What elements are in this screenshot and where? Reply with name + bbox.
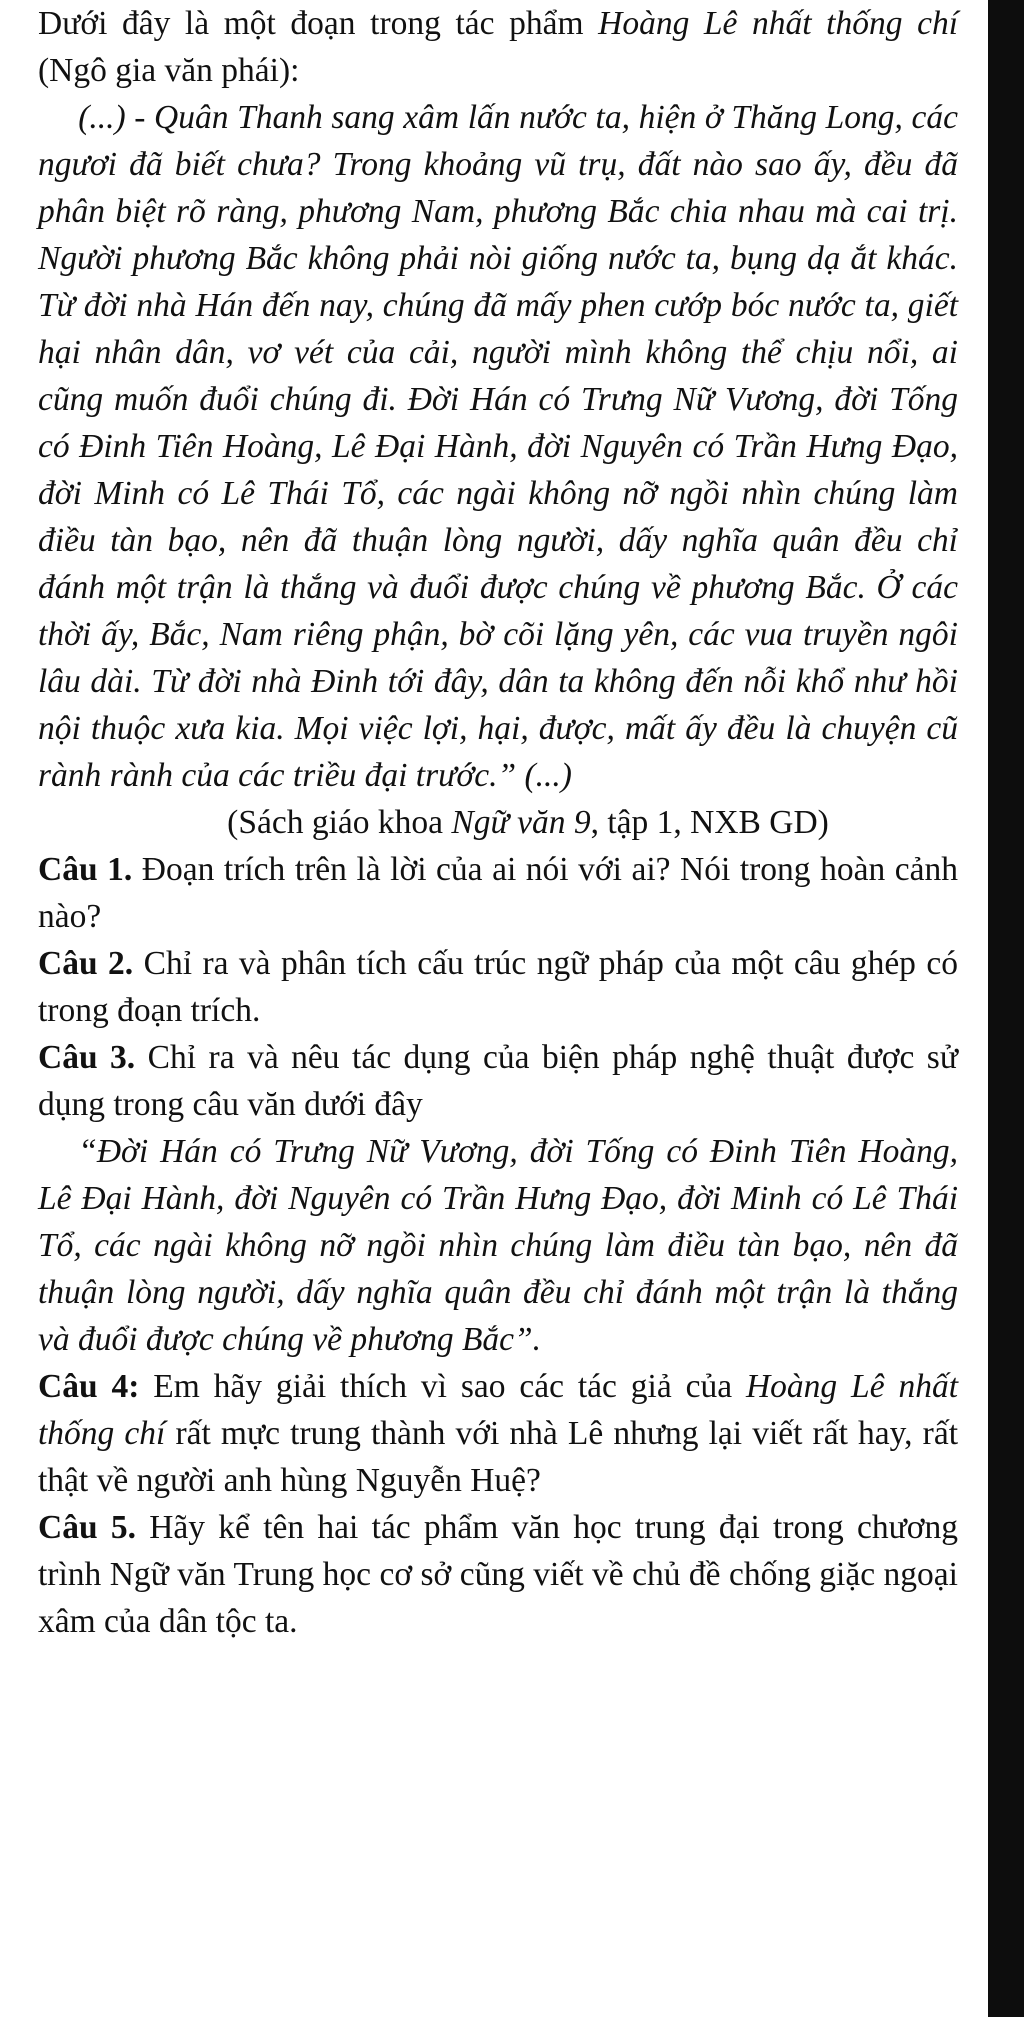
source-after: , tập 1, NXB GD) bbox=[590, 804, 829, 841]
question-4-label: Câu 4: bbox=[38, 1368, 140, 1405]
question-4 bbox=[38, 1363, 958, 1504]
right-edge-strip bbox=[988, 0, 1024, 2017]
question-1-text: Đoạn trích trên là lời của ai nói với ai? Nói trong hoàn cảnh nào? bbox=[38, 851, 958, 935]
question-3-text: Chỉ ra và nêu tác dụng của biện pháp nghệ thuật được sử dụng trong câu văn dưới đây bbox=[38, 1039, 958, 1123]
intro-text-before: Dưới đây là một đoạn trong tác phẩm bbox=[38, 5, 599, 42]
question-1 bbox=[38, 846, 958, 940]
excerpt-paragraph: (...) - Quân Thanh sang xâm lấn nước ta, hiện ở Thăng Long, các ngươi đã biết chưa? Trong khoảng vũ trụ, đất nào sao ấy, đều đã phân biệt rõ ràng, phương Nam, phương Bắc chia nhau mà cai trị. Người phương Bắc không phải nòi giống nước ta, bụng dạ ắt khác. Từ đời nhà Hán đến nay, chúng đã mấy phen cướp bóc nước ta, giết hại nhân dân, vơ vét của cải, người mình không thể chịu nổi, ai cũng muốn đuổi chúng đi. Đời Hán có Trưng Nữ Vương, đời Tống có Đinh Tiên Hoàng, Lê Đại Hành, đời Nguyên có Trần Hưng Đạo, đời Minh có Lê Thái Tổ, các ngài không nỡ ngồi nhìn chúng làm điều tàn bạo, nên đã thuận lòng người, dấy nghĩa quân đều chỉ đánh một trận là thắng và đuổi được chúng về phương Bắc. Ở các thời ấy, Bắc, Nam riêng phận, bờ cõi lặng yên, các vua truyền ngôi lâu dài. Từ đời nhà Đinh tới đây, dân ta không đến nỗi khổ như hồi nội thuộc xưa kia. Mọi việc lợi, hại, được, mất ấy đều là chuyện cũ rành rành của các triều đại trước.” (...) bbox=[38, 99, 958, 794]
question-2-label: Câu 2. bbox=[38, 945, 134, 982]
question-4-text-before: Em hãy giải thích vì sao các tác giả của bbox=[139, 1368, 746, 1405]
intro-text-after: (Ngô gia văn phái): bbox=[38, 52, 300, 89]
intro-paragraph bbox=[38, 0, 958, 94]
question-4-work-title: Hoàng Lê nhất thống chí bbox=[38, 1368, 959, 1452]
question-2-text: Chỉ ra và phân tích cấu trúc ngữ pháp của một câu ghép có trong đoạn trích. bbox=[38, 945, 958, 1029]
question-1-label: Câu 1. bbox=[38, 851, 133, 888]
question-2 bbox=[38, 940, 958, 1034]
question-5-text: Hãy kể tên hai tác phẩm văn học trung đại trong chương trình Ngữ văn Trung học cơ sở cũng viết về chủ đề chống giặc ngoại xâm của dân tộc ta. bbox=[38, 1509, 958, 1640]
source-citation bbox=[38, 799, 958, 846]
question-3 bbox=[38, 1034, 958, 1128]
question-3-label: Câu 3. bbox=[38, 1039, 136, 1076]
question-5-label: Câu 5. bbox=[38, 1509, 136, 1546]
question-5 bbox=[38, 1504, 958, 1645]
source-before: (Sách giáo khoa bbox=[227, 804, 452, 841]
question-3-quote: “Đời Hán có Trưng Nữ Vương, đời Tống có Đinh Tiên Hoàng, Lê Đại Hành, đời Nguyên có Trần Hưng Đạo, đời Minh có Lê Thái Tổ, các ngài không nỡ ngồi nhìn chúng làm điều tàn bạo, nên đã thuận lòng người, dấy nghĩa quân đều chỉ đánh một trận là thắng và đuổi được chúng về phương Bắc”. bbox=[38, 1133, 958, 1358]
intro-work-title: Hoàng Lê nhất thống chí bbox=[598, 5, 958, 42]
question-4-text-after: rất mực trung thành với nhà Lê nhưng lại viết rất hay, rất thật về người anh hùng Nguyễn Huệ? bbox=[38, 1415, 959, 1499]
source-book: Ngữ văn 9 bbox=[451, 804, 591, 841]
